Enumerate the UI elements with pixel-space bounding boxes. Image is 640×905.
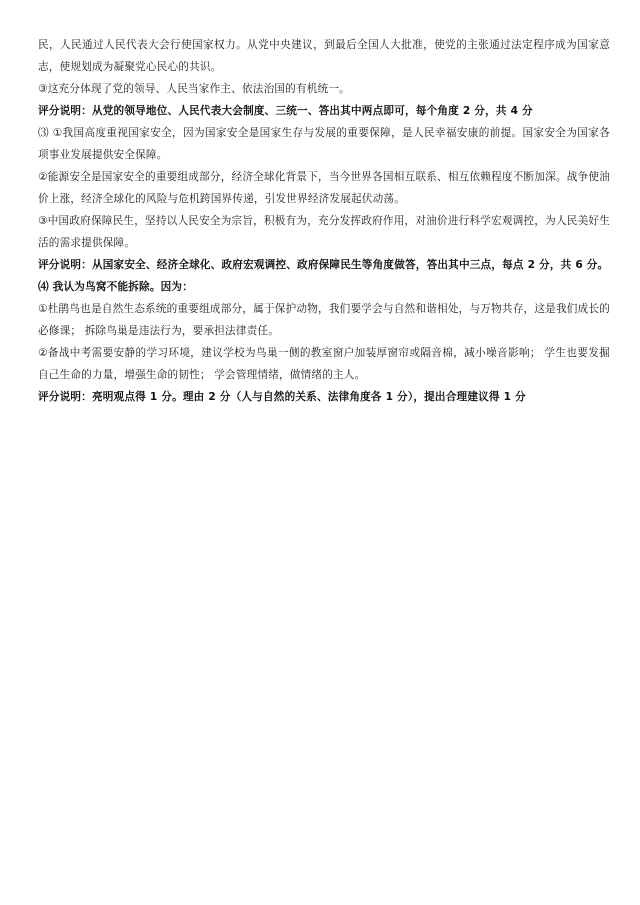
paragraph-government-livelihood: ③中国政府保障民生，坚持以人民安全为宗旨，积极有为，充分发挥政府作用，对油价进行科学宏观调控，为人民美好生活的需求提供保障。 bbox=[38, 215, 610, 249]
paragraph-exam-environment: ②备战中考需要安静的学习环境，建议学校为鸟巢一侧的教室窗户加装厚窗帘或隔音棉，减小噪音影响； 学生也要发掘自己生命的力量，增强生命的韧性； 学会管理情绪，做情绪的主人。 bbox=[38, 347, 610, 381]
question-4-stance: ⑷ 我认为鸟窝不能拆除。因为： bbox=[38, 281, 193, 293]
scoring-note-q3: 评分说明：从国家安全、经济全球化、政府宏观调控、政府保障民生等角度做答，答出其中三点，每点 2 分，共 6 分。 bbox=[38, 259, 609, 271]
paragraph-national-security: ⑶ ①我国高度重视国家安全，因为国家安全是国家生存与发展的重要保障，是人民幸福安康的前提。国家安全为国家各项事业发展提供安全保障。 bbox=[38, 127, 610, 161]
paragraph-energy-security: ②能源安全是国家安全的重要组成部分，经济全球化背景下，当今世界各国相互联系、相互依赖程度不断加深。战争使油价上涨，经济全球化的风险与危机跨国界传递，引发世界经济发展起伏动荡。 bbox=[38, 171, 610, 205]
paragraph-cuckoo-ecology: ①杜鹃鸟也是自然生态系统的重要组成部分，属于保护动物，我们要学会与自然和谐相处，与万物共存，这是我们成长的必修课； 拆除鸟巢是违法行为，要承担法律责任。 bbox=[38, 303, 610, 337]
scoring-note-q4: 评分说明：亮明观点得 1 分。理由 2 分（人与自然的关系、法律角度各 1 分），提出合理建议得 1 分 bbox=[38, 391, 526, 403]
paragraph-three-unity: ③这充分体现了党的领导、人民当家作主、依法治国的有机统一。 bbox=[38, 83, 350, 95]
scoring-note-q2: 评分说明：从党的领导地位、人民代表大会制度、三统一、答出其中两点即可，每个角度 2 分，共 4 分 bbox=[38, 105, 533, 117]
paragraph-people-congress: 民，人民通过人民代表大会行使国家权力。从党中央建议，到最后全国人大批准，使党的主张通过法定程序成为国家意志，使规划成为凝聚党心民心的共识。 bbox=[38, 39, 610, 73]
answer-key-page bbox=[38, 34, 610, 408]
